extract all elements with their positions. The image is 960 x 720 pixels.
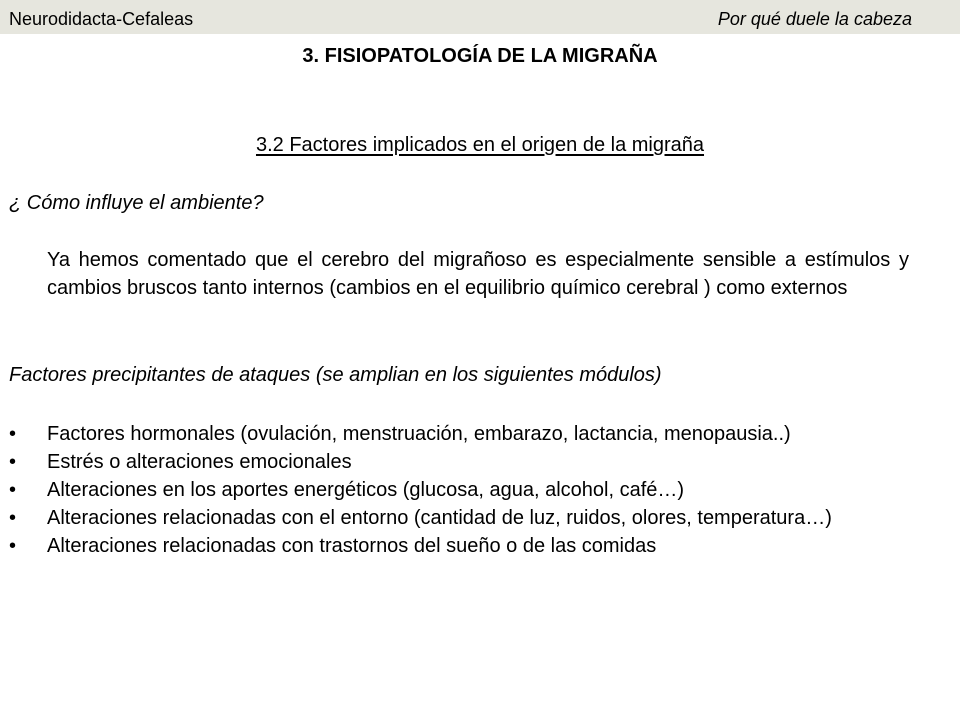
intro-paragraph: Ya hemos comentado que el cerebro del migrañoso es especialmente sensible a estímulos y cambios bruscos tanto internos (cambios en el equilibrio químico cerebral ) como externos (47, 249, 909, 299)
slide-subtitle: 3.2 Factores implicados en el origen de la migraña (255, 134, 705, 156)
list-item (0, 532, 940, 560)
slide-title: 3. FISIOPATOLOGÍA DE LA MIGRAÑA (302, 45, 658, 67)
bullet-icon: • (9, 535, 17, 557)
list-item (0, 448, 940, 476)
list-item-text: Alteraciones en los aportes energéticos (glucosa, agua, alcohol, café…) (47, 479, 685, 501)
bullet-icon: • (9, 423, 17, 445)
list-item-text: Factores hormonales (ovulación, menstruación, embarazo, lactancia, menopausia..) (47, 423, 791, 445)
list-item-text: Alteraciones relacionadas con trastornos del sueño o de las comidas (47, 535, 657, 557)
header-course-name: Neurodidacta-Cefaleas (9, 9, 194, 29)
header-topic-name: Por qué duele la cabeza (717, 9, 912, 29)
factors-list (0, 420, 960, 560)
bullet-icon: • (9, 451, 17, 473)
list-item (0, 504, 940, 532)
bullet-icon: • (9, 507, 17, 529)
section-question: ¿ Cómo influye el ambiente? (9, 192, 264, 214)
list-item-text: Alteraciones relacionadas con el entorno (cantidad de luz, ruidos, olores, temperatura…) (47, 507, 832, 529)
list-item (0, 476, 940, 504)
factors-heading: Factores precipitantes de ataques (se amplian en los siguientes módulos) (9, 364, 662, 386)
list-item-text: Estrés o alteraciones emocionales (47, 451, 352, 473)
list-item (0, 420, 940, 448)
bullet-icon: • (9, 479, 17, 501)
header-bar (0, 0, 960, 34)
